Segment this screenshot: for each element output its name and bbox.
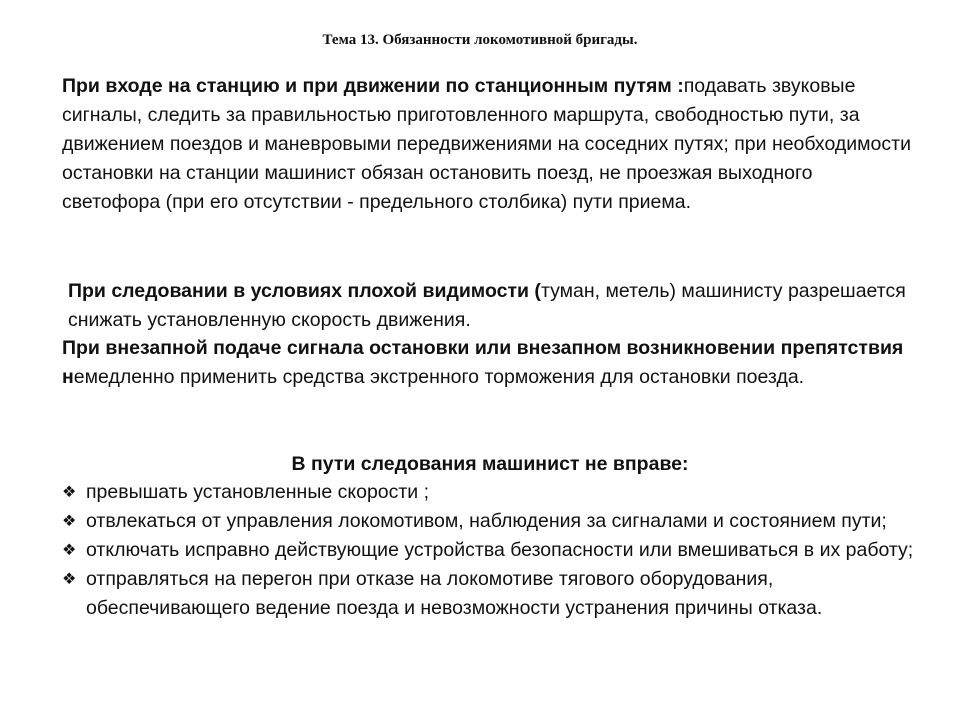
paragraph-text: подавать звуковые сигналы, следить за правильностью приготовленного маршрута, свободностью пути, за движением поездов и маневровыми передвижениями на соседних путях; при необходимости остановки на станции машинист обязан остановить поезд, не проезжая выходного светофора (при его отсутствии - предельного столбика) пути приема. <box>62 75 911 213</box>
list-item <box>62 536 922 565</box>
diamond-dots-icon: ❖ <box>62 513 77 530</box>
list-item <box>62 565 922 623</box>
list-item-text: отключать исправно действующие устройства безопасности или вмешиваться в их работу; <box>86 539 914 561</box>
section-heading: В пути следования машинист не вправе: <box>291 453 689 475</box>
slide-title: Тема 13. Обязанности локомотивной бригады. <box>322 32 638 48</box>
list-item <box>62 478 922 507</box>
list-item-text: превышать установленные скорости ; <box>86 481 430 503</box>
diamond-dots-icon: ❖ <box>62 571 77 588</box>
paragraph-bold-lead: При внезапной подаче сигнала остановки или внезапном возникновении препятствия н <box>62 337 904 388</box>
list-item <box>62 507 922 536</box>
diamond-dots-icon: ❖ <box>62 542 77 559</box>
paragraph-sudden-stop <box>62 334 912 392</box>
paragraph-poor-visibility <box>68 277 918 335</box>
paragraph-station-entry <box>62 72 912 217</box>
prohibitions-list <box>62 478 922 623</box>
list-item-text: отправляться на перегон при отказе на локомотиве тягового оборудования, обеспечивающего ведение поезда и невозможности устранения причины отказа. <box>86 568 823 619</box>
paragraph-bold-lead: При входе на станцию и при движении по станционным путям : <box>62 75 684 97</box>
diamond-dots-icon: ❖ <box>62 484 77 501</box>
list-item-text: отвлекаться от управления локомотивом, наблюдения за сигналами и состоянием пути; <box>86 510 887 532</box>
paragraph-text: емедленно применить средства экстренного торможения для остановки поезда. <box>73 366 805 388</box>
paragraph-text: туман, метель) машинисту разрешается снижать установленную скорость движения. <box>68 280 906 331</box>
paragraph-bold-lead: При следовании в условиях плохой видимости ( <box>68 280 541 302</box>
